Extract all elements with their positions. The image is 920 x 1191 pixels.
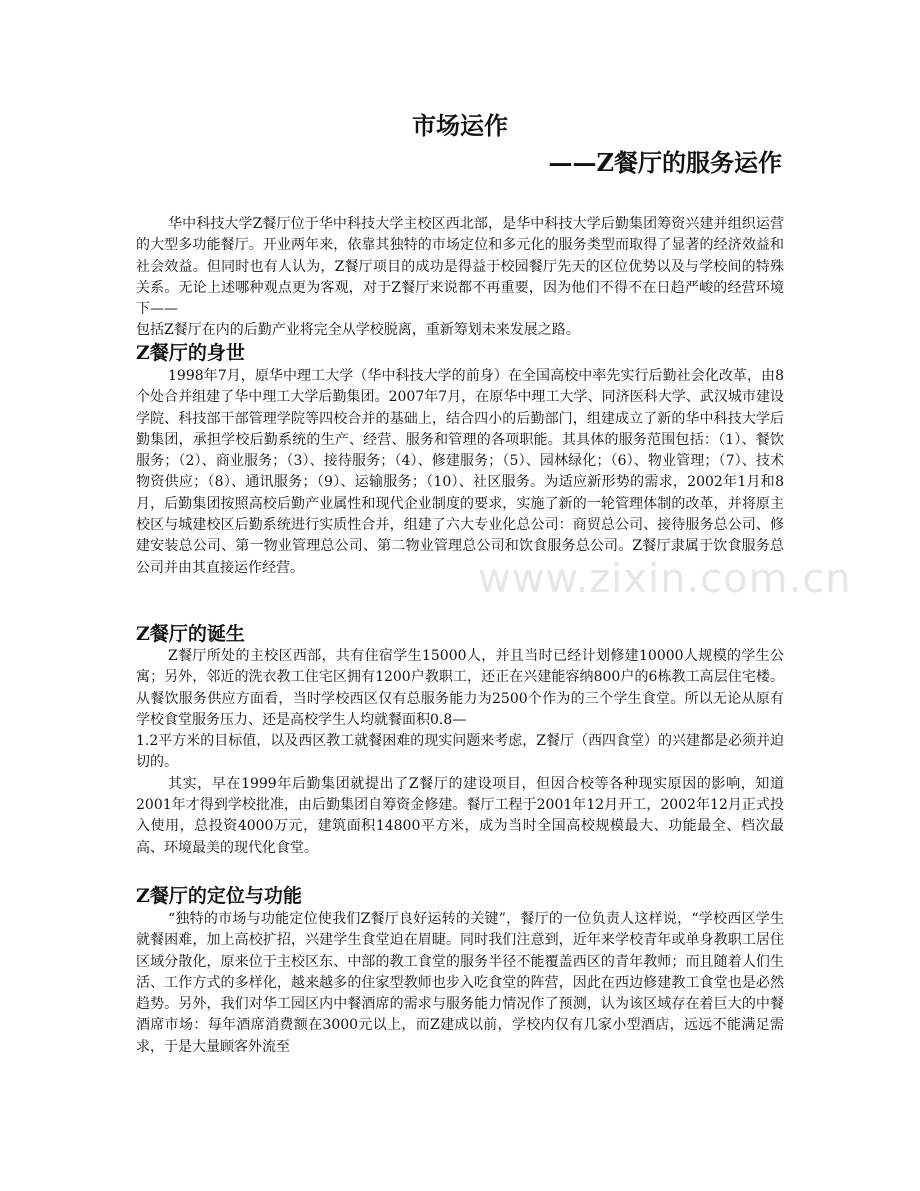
section-paragraph: 1.2平方米的目标值，以及西区教工就餐困难的现实问题来考虑，Z餐厅（西四食堂）的兴建都是必须并迫切的。 xyxy=(136,733,784,771)
intro-paragraph: 包括Z餐厅在内的后勤产业将完全从学校脱离，重新筹划未来发展之路。 xyxy=(136,322,580,339)
section-body xyxy=(136,646,784,859)
section-heading: Z餐厅的诞生 xyxy=(136,623,245,645)
section-body xyxy=(136,366,784,579)
section-paragraph: Z餐厅所处的主校区西部，共有住宿学生15000人，并且当时已经计划修建10000人规模的学生公寓；另外，邻近的洗衣教工住宅区拥有1200户教职工，还正在兴建能容纳800户的6栋教工高层住宅楼。从餐饮服务供应方面看，当时学校西区仅有总服务能力为2500个作为的三个学生食堂。所以无论从原有学校食堂服务压力、还是高校学生人均就餐面积0.8— xyxy=(136,648,784,728)
section-heading: Z餐厅的定位与功能 xyxy=(136,885,302,907)
section-heading: Z餐厅的身世 xyxy=(136,342,245,364)
section-paragraph: 1998年7月，原华中理工大学（华中科技大学的前身）在全国高校中率先实行后勤社会化改革，由8个处合并组建了华中理工大学后勤集团。2007年7月，在原华中理工大学、同济医科大学、武汉城市建设学院、科技部干部管理学院等四校合并的基础上，结合四小的后勤部门，组建成立了新的华中科技大学后勤集团，承担学校后勤系统的生产、经营、服务和管理的各项职能。其具体的服务范围包括：（1）、餐饮服务；（2）、商业服务；（3）、接待服务；（4）、修建服务；（5）、园林绿化；（6）、物业管理；（7）、技术物资供应；（8）、通讯服务；（9）、运输服务；（10）、社区服务。为适应新形势的需求，2002年1月和8月，后勤集团按照高校后勤产业属性和现代企业制度的要求，实施了新的一轮管理体制的改革，并将原主校区与城建校区后勤系统进行实质性合并，组建了六大专业化总公司：商贸总公司、接待服务总公司、修建安装总公司、第一物业管理总公司、第二物业管理总公司和饮食服务总公司。Z餐厅隶属于饮食服务总公司并由其直接运作经营。 xyxy=(136,368,784,576)
document-title: 市场运作 xyxy=(412,111,508,140)
document-subtitle: ——Z餐厅的服务运作 xyxy=(548,148,782,177)
watermark: www.zixin.com.cn xyxy=(478,556,852,602)
section-paragraph: 其实，早在1999年后勤集团就提出了Z餐厅的建设项目，但因合校等各种现实原因的影响，知道2001年才得到学校批准，由后勤集团自筹资金修建。餐厅工程于2001年12月开工，2002年12月正式投入使用，总投资4000万元，建筑面积14800平方米，成为当时全国高校规模最大、功能最全、档次最高、环境最美的现代化食堂。 xyxy=(136,775,784,856)
section-body xyxy=(136,909,784,1058)
section-paragraph: “独特的市场与功能定位使我们Z餐厅良好运转的关键”，餐厅的一位负责人这样说，“学校西区学生就餐困难，加上高校扩招，兴建学生食堂迫在眉睫。同时我们注意到，近年来学校青年或单身教职工居住区域分散化，原来位于主校区东、中部的教工食堂的服务半径不能覆盖西区的青年教师；而且随着人们生活、工作方式的多样化，越来越多的住家型教师也步入吃食堂的阵营，因此在西边修建教工食堂也是必然趋势。另外，我们对华工园区内中餐酒席的需求与服务能力情况作了预测，认为该区域存在着巨大的中餐酒席市场：每年酒席消费额在3000元以上，而Z建成以前，学校内仅有几家小型酒店，远远不能满足需求，于是大量顾客外流至 xyxy=(136,911,784,1055)
intro-block xyxy=(136,214,784,342)
intro-paragraph: 华中科技大学Z餐厅位于华中科技大学主校区西北部，是华中科技大学后勤集团筹资兴建并组织运营的大型多功能餐厅。开业两年来，依靠其独特的市场定位和多元化的服务类型而取得了显著的经济效益和社会效益。但同时也有人认为，Z餐厅项目的成功是得益于校园餐厅先天的区位优势以及与学校间的特殊关系。无论上述哪种观点更为客观，对于Z餐厅来说都不再重要，因为他们不得不在日趋严峻的经营环境下—— xyxy=(136,216,784,318)
